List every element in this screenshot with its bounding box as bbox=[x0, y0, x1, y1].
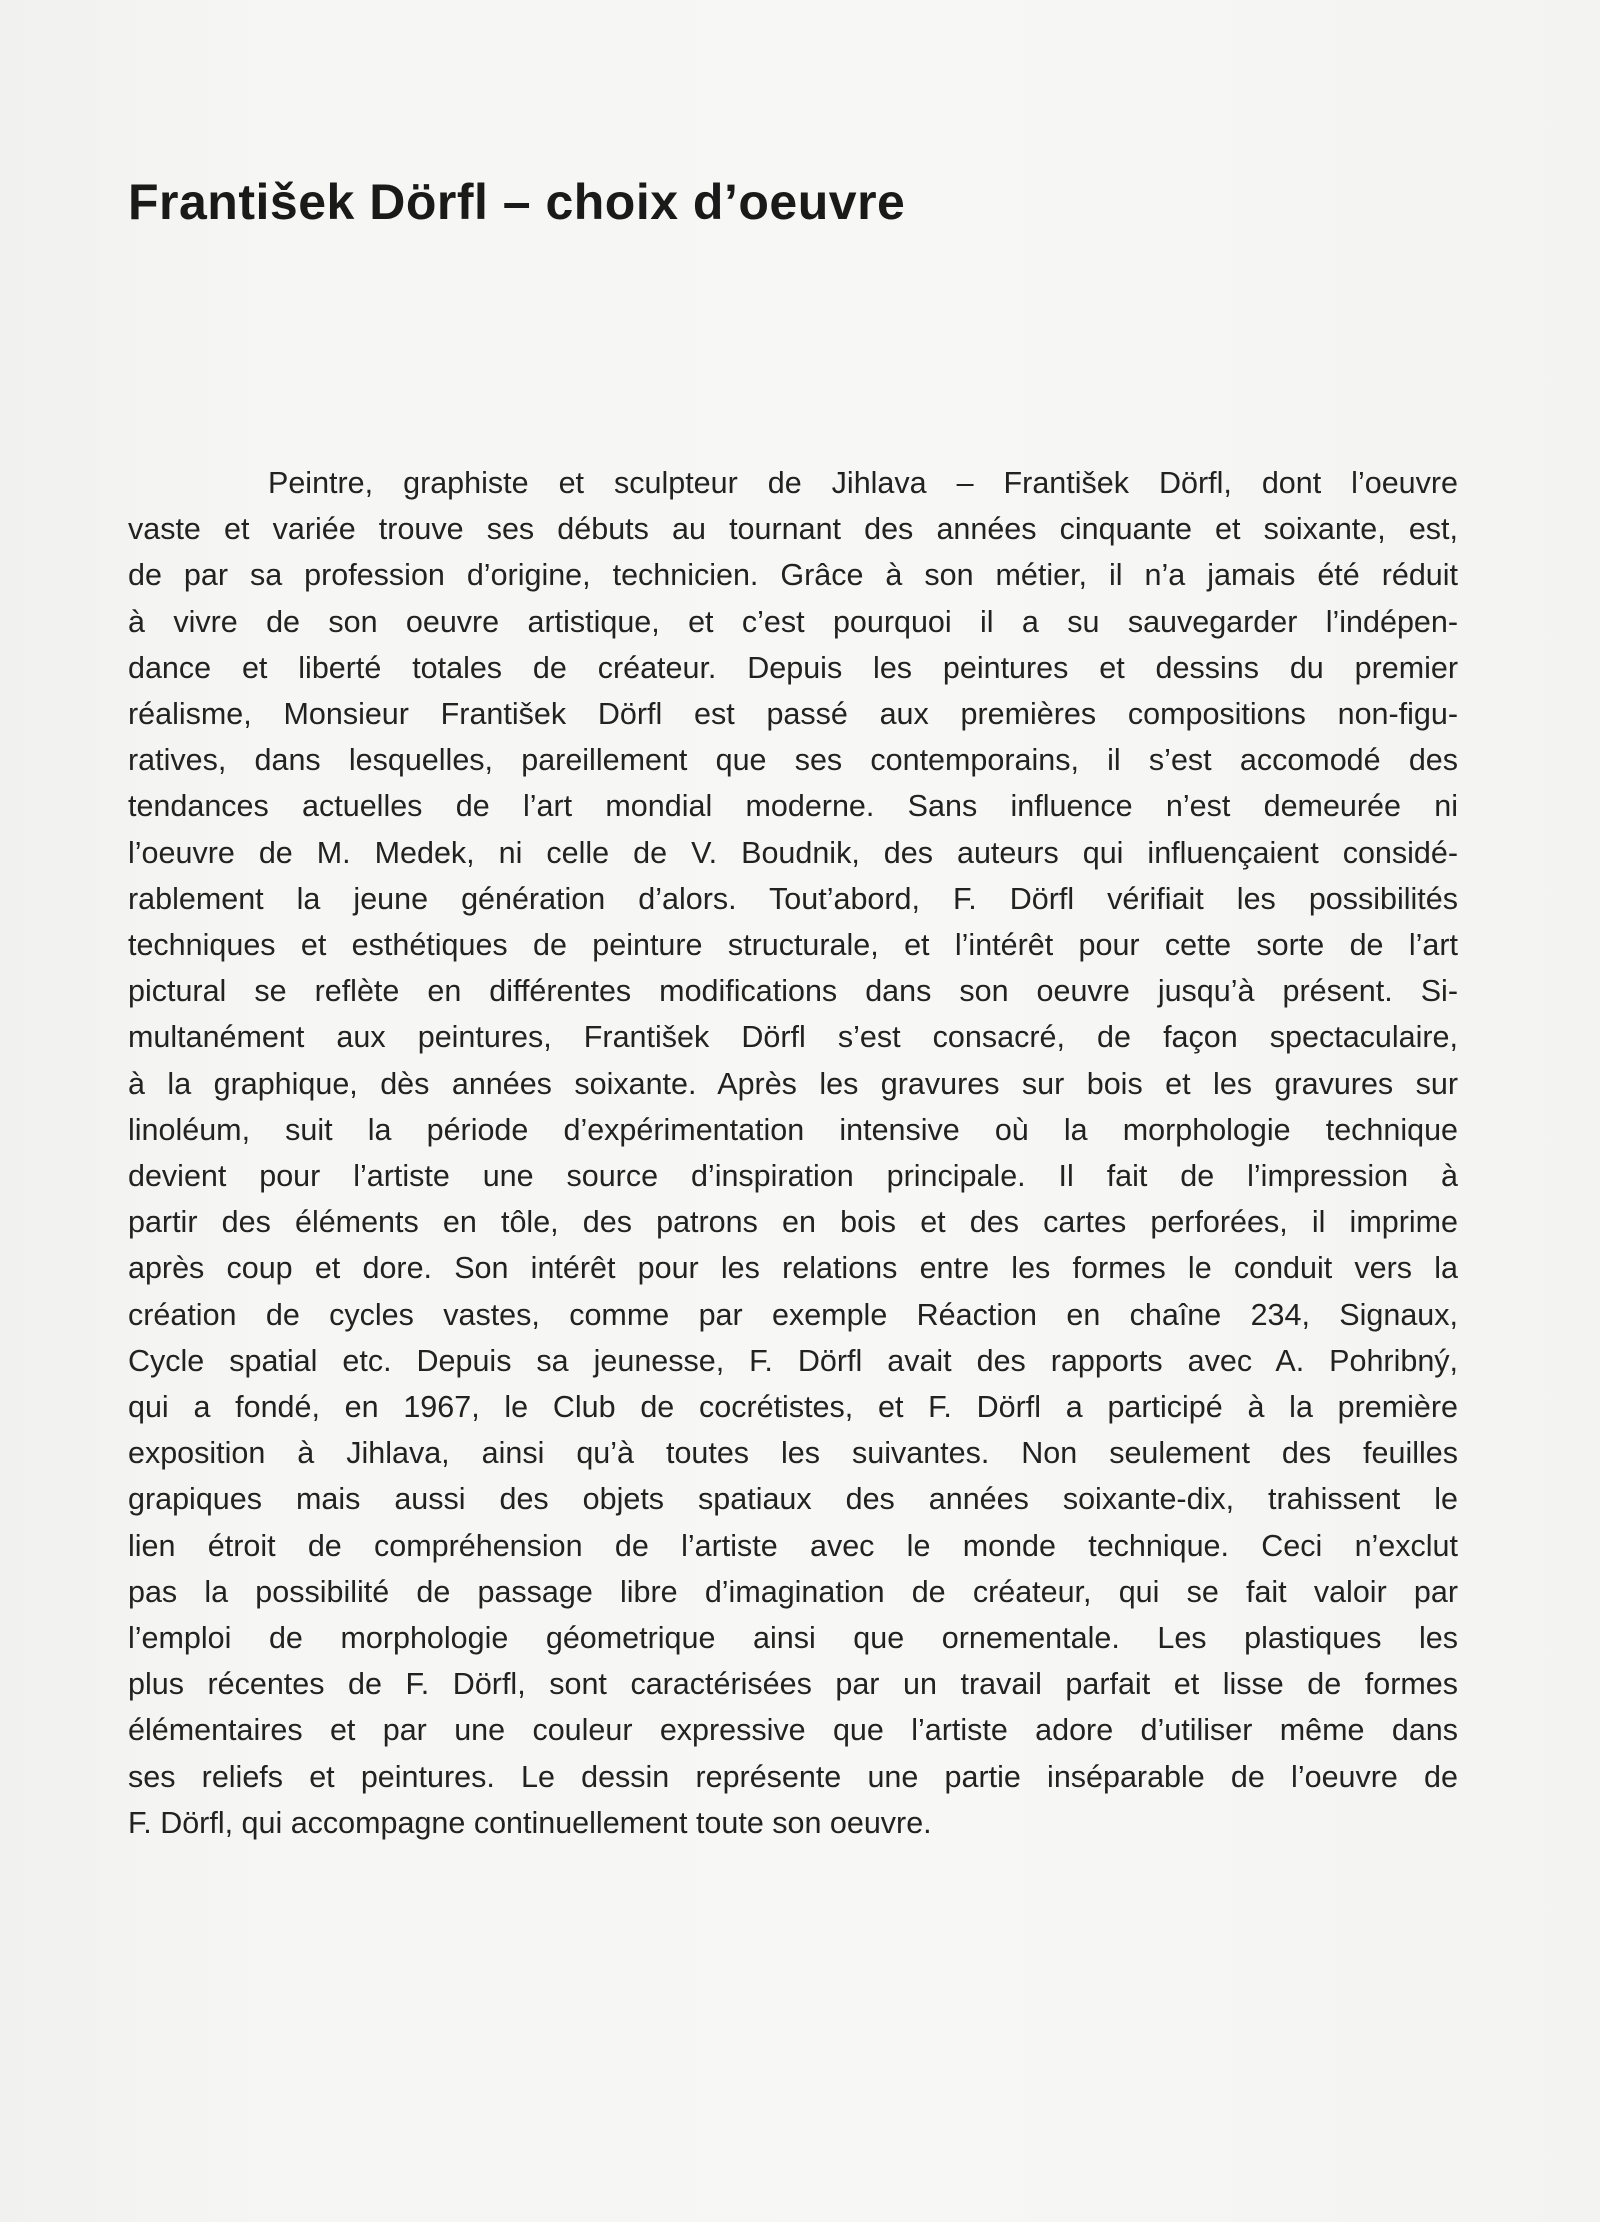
paragraph-line: élémentaires et par une couleur expressive que l’artiste adore d’utiliser même dans bbox=[128, 1713, 1458, 1748]
paragraph-line: ses reliefs et peintures. Le dessin représente une partie inséparable de l’oeuvre de bbox=[128, 1759, 1458, 1794]
paragraph-line: Cycle spatial etc. Depuis sa jeunesse, F. Dörfl avait des rapports avec A. Pohribný, bbox=[128, 1343, 1458, 1378]
paragraph-line: l’oeuvre de M. Medek, ni celle de V. Boudnik, des auteurs qui influençaient considé- bbox=[128, 835, 1458, 870]
paragraph-line: linoléum, suit la période d’expérimentation intensive où la morphologie technique bbox=[128, 1112, 1458, 1147]
paragraph-line: rablement la jeune génération d’alors. Tout’abord, F. Dörfl vérifiait les possibilités bbox=[128, 881, 1458, 916]
page-title: František Dörfl – choix d’oeuvre bbox=[128, 174, 906, 230]
paragraph-line: réalisme, Monsieur František Dörfl est passé aux premières compositions non-figu- bbox=[128, 697, 1458, 732]
paragraph-line: tendances actuelles de l’art mondial moderne. Sans influence n’est demeurée ni bbox=[128, 789, 1458, 824]
paragraph-line: partir des éléments en tôle, des patrons en bois et des cartes perforées, il imprime bbox=[128, 1205, 1458, 1240]
paragraph-line: à la graphique, dès années soixante. Après les gravures sur bois et les gravures sur bbox=[128, 1066, 1458, 1101]
paragraph-line: vaste et variée trouve ses débuts au tournant des années cinquante et soixante, est, bbox=[128, 512, 1458, 547]
paragraph-line: après coup et dore. Son intérêt pour les relations entre les formes le conduit vers la bbox=[128, 1251, 1458, 1286]
paragraph-line: plus récentes de F. Dörfl, sont caractérisées par un travail parfait et lisse de formes bbox=[128, 1667, 1458, 1702]
paragraph-line: exposition à Jihlava, ainsi qu’à toutes les suivantes. Non seulement des feuilles bbox=[128, 1436, 1458, 1471]
paragraph-line: dance et liberté totales de créateur. Depuis les peintures et dessins du premier bbox=[128, 650, 1458, 685]
paragraph-line: devient pour l’artiste une source d’inspiration principale. Il fait de l’impression à bbox=[128, 1159, 1458, 1194]
paragraph-line: de par sa profession d’origine, technicien. Grâce à son métier, il n’a jamais été réduit bbox=[128, 558, 1458, 593]
paragraph-line: lien étroit de compréhension de l’artiste avec le monde technique. Ceci n’exclut bbox=[128, 1528, 1458, 1563]
paragraph-line: Peintre, graphiste et sculpteur de Jihlava – František Dörfl, dont l’oeuvre bbox=[268, 466, 1458, 500]
paragraph-line: multanément aux peintures, František Dörfl s’est consacré, de façon spectaculaire, bbox=[128, 1020, 1458, 1055]
paragraph-line: grapiques mais aussi des objets spatiaux des années soixante-dix, trahissent le bbox=[128, 1482, 1458, 1517]
paragraph-line: F. Dörfl, qui accompagne continuellement toute son oeuvre. bbox=[128, 1805, 932, 1840]
paragraph-line: qui a fondé, en 1967, le Club de cocrétistes, et F. Dörfl a participé à la première bbox=[128, 1390, 1458, 1425]
body-paragraph bbox=[128, 460, 1458, 1846]
paragraph-line: ratives, dans lesquelles, pareillement que ses contemporains, il s’est accomodé des bbox=[128, 743, 1458, 778]
paragraph-line: création de cycles vastes, comme par exemple Réaction en chaîne 234, Signaux, bbox=[128, 1297, 1458, 1332]
paragraph-line: pas la possibilité de passage libre d’imagination de créateur, qui se fait valoir par bbox=[128, 1574, 1458, 1609]
paragraph-line: l’emploi de morphologie géometrique ainsi que ornementale. Les plastiques les bbox=[128, 1621, 1458, 1656]
paragraph-line: pictural se reflète en différentes modifications dans son oeuvre jusqu’à présent. Si- bbox=[128, 974, 1458, 1009]
paragraph-line: techniques et esthétiques de peinture structurale, et l’intérêt pour cette sorte de l’art bbox=[128, 928, 1458, 963]
paragraph-line: à vivre de son oeuvre artistique, et c’est pourquoi il a su sauvegarder l’indépen- bbox=[128, 604, 1458, 639]
